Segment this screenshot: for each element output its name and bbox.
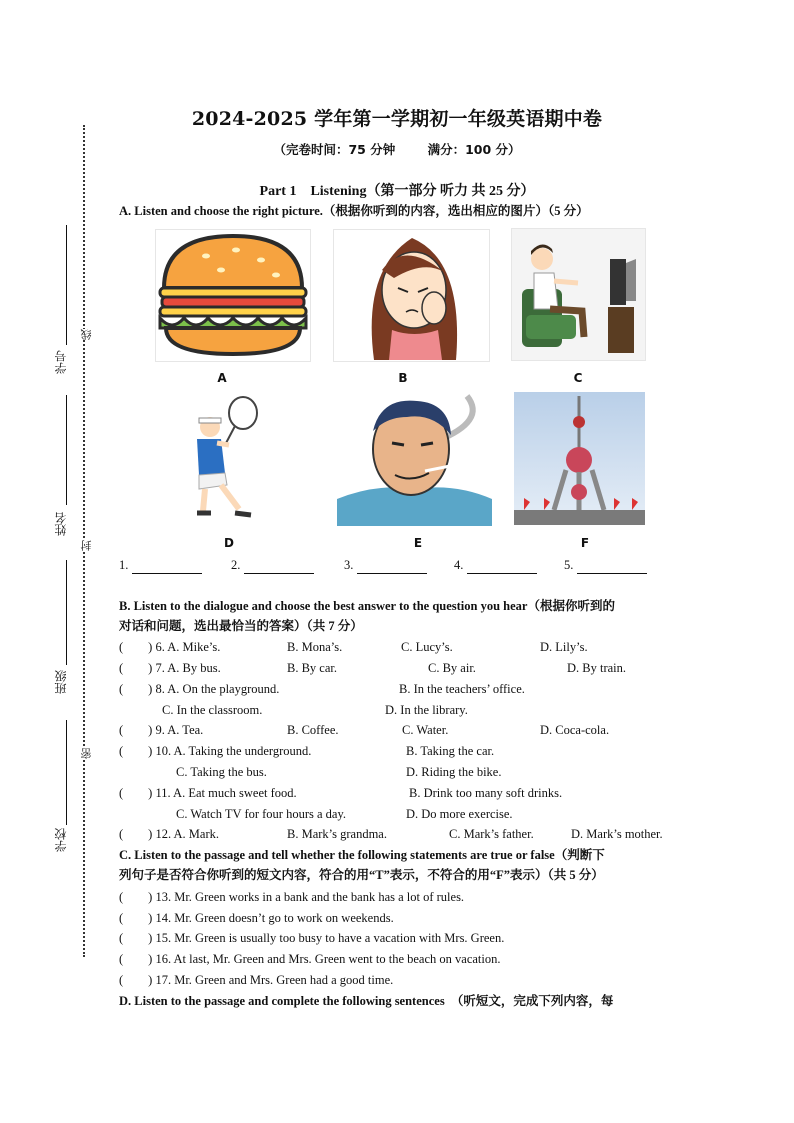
seal-word-secret: 密 — [80, 748, 93, 759]
picture-d-label: D — [224, 536, 234, 550]
picture-e — [337, 391, 492, 526]
q6-option-a[interactable]: ( ) 6. A. Mike’s. — [119, 640, 221, 654]
picture-c — [511, 228, 646, 361]
toothache-girl-icon — [334, 230, 489, 361]
picture-a — [155, 229, 311, 362]
picture-f-label: F — [580, 536, 590, 550]
sectionD-heading: D. Listen to the passage and complete the following sentences （听短文，完成下列内容，每 — [119, 994, 614, 1008]
sectionB-heading-1: B. Listen to the dialogue and choose the best answer to the question you hear（根据你听到的 — [119, 599, 615, 613]
statement-16[interactable]: ( ) 16. At last, Mr. Green and Mrs. Green went to the beach on vacation. — [119, 952, 501, 966]
q10-option-b[interactable]: B. Taking the car. — [406, 744, 495, 758]
q7-option-b[interactable]: B. By car. — [287, 661, 337, 675]
sectionB-heading-2: 对话和问题，选出最恰当的答案）（共 7 分） — [119, 619, 363, 633]
school-line[interactable] — [66, 720, 67, 825]
picture-e-label: E — [413, 536, 423, 550]
q6-option-d[interactable]: D. Lily’s. — [540, 640, 588, 654]
q6-option-b[interactable]: B. Mona’s. — [287, 640, 343, 654]
q10-option-d[interactable]: D. Riding the bike. — [406, 765, 502, 779]
exam-time: （完卷时间：75 分钟 — [273, 142, 396, 157]
q9-option-b[interactable]: B. Coffee. — [287, 723, 339, 737]
statement-17[interactable]: ( ) 17. Mr. Green and Mrs. Green had a good time. — [119, 973, 394, 987]
q10-option-a[interactable]: ( ) 10. A. Taking the underground. — [119, 744, 312, 758]
q8-option-d[interactable]: D. In the library. — [385, 703, 468, 717]
sectionC-heading-1: C. Listen to the passage and tell whether the following statements are true or false（判断下 — [119, 848, 605, 862]
school-label: 学校 — [54, 828, 68, 852]
picture-a-label: A — [217, 371, 227, 385]
q11-option-b[interactable]: B. Drink too many soft drinks. — [409, 786, 563, 800]
answer-3[interactable]: 3. — [344, 556, 427, 574]
picture-b-label: B — [398, 371, 408, 385]
exam-subtitle — [0, 140, 794, 158]
q7-option-c[interactable]: C. By air. — [428, 661, 476, 675]
q11-option-c[interactable]: C. Watch TV for four hours a day. — [176, 807, 347, 821]
picture-b — [333, 229, 490, 362]
q8-option-a[interactable]: ( ) 8. A. On the playground. — [119, 682, 280, 696]
answer-1[interactable]: 1. — [119, 556, 202, 574]
answer-4[interactable]: 4. — [454, 556, 537, 574]
q12-option-c[interactable]: C. Mark’s father. — [449, 827, 534, 841]
q12-option-b[interactable]: B. Mark’s grandma. — [287, 827, 387, 841]
q7-option-a[interactable]: ( ) 7. A. By bus. — [119, 661, 221, 675]
q7-option-d[interactable]: D. By train. — [567, 661, 627, 675]
picture-f — [514, 392, 645, 525]
q11-option-a[interactable]: ( ) 11. A. Eat much sweet food. — [119, 786, 297, 800]
q10-option-c[interactable]: C. Taking the bus. — [176, 765, 267, 779]
student-id-label: 学号 — [54, 350, 68, 374]
q12-option-a[interactable]: ( ) 12. A. Mark. — [119, 827, 219, 841]
seal-word-line: 线 — [80, 329, 93, 340]
q12-option-d[interactable]: D. Mark’s mother. — [571, 827, 663, 841]
q6-option-c[interactable]: C. Lucy’s. — [401, 640, 453, 654]
tennis-player-icon — [155, 393, 305, 526]
exam-title: 2024-2025 学年第一学期初一年级英语期中卷 — [191, 108, 603, 130]
exam-score: 满分：100 分） — [427, 142, 521, 157]
name-label: 姓名 — [54, 512, 68, 536]
q8-option-b[interactable]: B. In the teachers’ office. — [399, 682, 525, 696]
q8-option-c[interactable]: C. In the classroom. — [162, 703, 263, 717]
student-id-line[interactable] — [66, 225, 67, 345]
oriental-pearl-tower-icon — [514, 392, 645, 525]
statement-15[interactable]: ( ) 15. Mr. Green is usually too busy to have a vacation with Mrs. Green. — [119, 931, 505, 945]
q9-option-a[interactable]: ( ) 9. A. Tea. — [119, 723, 204, 737]
class-label: 班级 — [54, 670, 68, 694]
sectionC-heading-2: 列句子是否符合你听到的短文内容，符合的用“T”表示，不符合的用“F”表示）（共 5 分） — [119, 868, 604, 882]
q9-option-c[interactable]: C. Water. — [402, 723, 449, 737]
picture-d — [155, 393, 305, 526]
sectionA-heading: A. Listen and choose the right picture.（根据你听到的内容，选出相应的图片）（5 分） — [119, 204, 589, 218]
statement-14[interactable]: ( ) 14. Mr. Green doesn’t go to work on weekends. — [119, 911, 394, 925]
picture-c-label: C — [573, 371, 583, 385]
q9-option-d[interactable]: D. Coca-cola. — [540, 723, 610, 737]
class-line[interactable] — [66, 560, 67, 665]
answer-2[interactable]: 2. — [231, 556, 314, 574]
man-smoking-icon — [337, 391, 492, 526]
man-watching-tv-icon — [512, 229, 645, 360]
name-line[interactable] — [66, 395, 67, 505]
hamburger-icon — [156, 230, 310, 361]
part1-title: Part 1 Listening（第一部分 听力 共 25 分） — [259, 184, 535, 199]
seal-word-seal: 封 — [80, 540, 93, 551]
answer-5[interactable]: 5. — [564, 556, 647, 574]
statement-13[interactable]: ( ) 13. Mr. Green works in a bank and the bank has a lot of rules. — [119, 890, 465, 904]
q11-option-d[interactable]: D. Do more exercise. — [406, 807, 513, 821]
